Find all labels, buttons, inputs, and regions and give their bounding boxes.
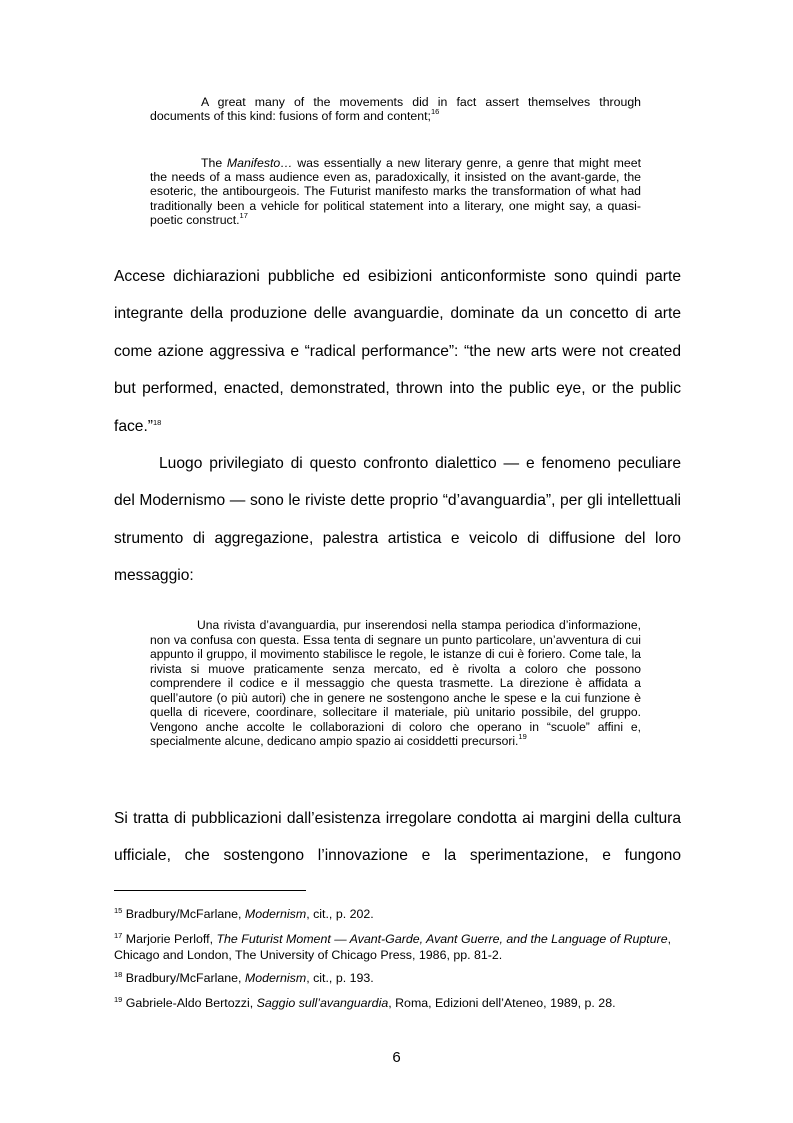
body-paragraph-1 [114, 258, 681, 445]
footnote-number: 18 [114, 970, 123, 979]
footnote-text-rest: , Roma, Edizioni dell’Ateneo, 1989, p. 28. [388, 996, 616, 1010]
footnote-text: Gabriele-Aldo Bertozzi, [122, 996, 257, 1010]
block-quote-text: A great many of the movements did in fact assert themselves through documents of this kind: fusions of form and content; [150, 95, 641, 124]
body-paragraph-3 [114, 800, 681, 875]
body-paragraph-2 [114, 445, 681, 595]
footnote-title: The Futurist Moment — Avant-Garde, Avant Guerre, and the Language of Rupture [216, 932, 668, 946]
footnote-ref-19[interactable]: 19 [518, 732, 527, 741]
paragraph-text: Luogo privilegiato di questo confronto dialettico — e fenomeno peculiare del Modernismo — sono le riviste dette proprio “d’avanguardia”, per gli intellettuali strumento di aggregazione, palestra artistica e veicolo di diffusione del loro messaggio: [114, 455, 681, 585]
paragraph-text: Si tratta di pubblicazioni dall’esistenza irregolare condotta ai margini della cultura ufficiale, che sostengono l’innovazione e la sperimentazione, e fungono [114, 810, 681, 865]
block-quote-1 [150, 95, 641, 123]
footnote-ref-18[interactable]: 18 [153, 417, 162, 427]
block-quote-text-rest: was essentially a new literary genre, a genre that might meet the needs of a mass audience even as, paradoxically, it insisted on the avant-garde, the esoteric, the antibourgeois. The Futurist manifesto marks the transformation of what had traditionally been a vehicle for political statement into a literary, one might say, a quasi-poetic construct. [150, 156, 641, 227]
footnote-15 [114, 906, 681, 922]
block-quote-text-start: The [201, 156, 227, 170]
footnote-17 [114, 931, 681, 963]
italic-title: Manifesto… [226, 156, 293, 170]
footnote-number: 15 [114, 906, 123, 915]
footnote-ref-16[interactable]: 16 [430, 107, 440, 117]
block-quote-text: Una rivista d’avanguardia, pur inserendosi nella stampa periodica d’informazione, non va confusa con questa. Essa tenta di segnare un punto particolare, un’avventura di cui appunto il gruppo, il movimento stabilisce le regole, le istanze di cui è foriero. Come tale, la rivista si muove praticamente senza mercato, ed è rivolta a coloro che possono comprendere il codice e il messaggio che questa trasmette. La direzione è affidata a quell’autore (o più autori) che in genere ne sostengono anche le spese e la cui funzione è quella di ricevere, coordinare, sollecitare il materiale, più unitario possibile, del gruppo. Vengono anche accolte le collaborazioni di coloro che operano in “scuole” affini e, specialmente alcune, dedicano ampio spazio ai cosiddetti precursori. [150, 618, 641, 748]
footnote-title: Modernism [244, 907, 307, 921]
footnote-ref-17[interactable]: 17 [239, 210, 248, 220]
footnote-title: Modernism [244, 971, 307, 985]
footnote-18 [114, 970, 681, 986]
paragraph-text: Accese dichiarazioni pubbliche ed esibizioni anticonformiste sono quindi parte integrante della produzione delle avanguardie, dominate da un concetto di arte come azione aggressiva e “radical performance”: “the new arts were not created but performed, enacted, demonstrated, thrown into the public eye, or the public face.” [114, 268, 681, 435]
page-number: 6 [392, 1049, 401, 1066]
footnote-separator [114, 890, 306, 891]
footnote-text: Bradbury/McFarlane, [122, 907, 245, 921]
footnote-text-rest: , cit., p. 193. [306, 971, 374, 985]
footnote-number: 17 [114, 931, 123, 940]
block-quote-2 [150, 156, 641, 227]
footnote-text-rest: , Chicago and London, The University of Chicago Press, 1986, pp. 81-2. [114, 932, 672, 962]
footnote-text: Marjorie Perloff, [122, 932, 217, 946]
block-quote-3 [150, 618, 641, 749]
footnote-title: Saggio sull’avanguardia [256, 996, 389, 1010]
footnote-text: Bradbury/McFarlane, [122, 971, 245, 985]
footnote-19 [114, 995, 681, 1011]
footnote-number: 19 [114, 995, 123, 1004]
footnote-text-rest: , cit., p. 202. [306, 907, 374, 921]
